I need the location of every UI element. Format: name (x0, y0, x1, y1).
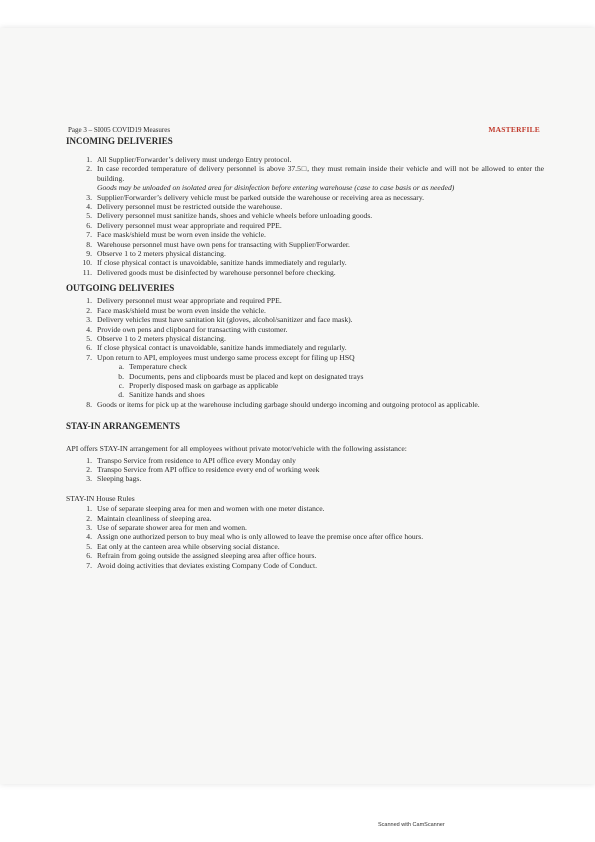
list-item: 4. Delivery personnel must be restricted outside the warehouse. (86, 202, 283, 212)
list-item: 8. Warehouse personnel must have own pens for transacting with Supplier/Forwarder. (86, 239, 350, 249)
list-item: 5. Observe 1 to 2 meters physical distancing. (86, 333, 226, 343)
incoming-list (66, 155, 544, 277)
outgoing-list (66, 296, 544, 409)
list-item: 1. Use of separate sleeping area for men and women with one meter distance. (86, 504, 325, 514)
stayin-list (66, 456, 544, 484)
list-item: 7. Upon return to API, employees must undergo same process except for filing up HSQ (86, 352, 355, 362)
list-item: 7. Face mask/shield must be worn even inside the vehicle. (86, 230, 266, 240)
document-body (66, 136, 544, 576)
list-item: 2. In case recorded temperature of delivery personnel is above 37.5□, they must remain inside their vehicle and will not be allowed to enter the building. Goods may be unloaded on isolated area for disinfection before entering warehouse (case to case basis or as needed) (86, 164, 544, 193)
list-item: 9. Observe 1 to 2 meters physical distancing. (86, 249, 226, 259)
house-rules-list (66, 504, 544, 570)
sub-list-item: c. Properly disposed mask on garbage as applicable (118, 380, 279, 390)
italic-note: Goods may be unloaded on isolated area for disinfection before entering warehouse (case to case basis or as needed) (97, 183, 455, 193)
list-item: 1. All Supplier/Forwarder’s delivery must undergo Entry protocol. (86, 155, 292, 164)
sub-list-item: a. Temperature check (118, 362, 187, 372)
stayin-intro: API offers STAY-IN arrangement for all employees without private motor/vehicle with the following assistance: (66, 444, 407, 454)
house-rules-title: STAY-IN House Rules (66, 493, 135, 503)
list-item: 1. Delivery personnel must wear appropriate and required PPE. (86, 296, 282, 306)
list-item: 3. Delivery vehicles must have sanitation kit (gloves, alcohol/sanitizer and face mask). (86, 315, 353, 325)
list-item: 3. Supplier/Forwarder’s delivery vehicle must be parked outside the warehouse or receiving area as necessary. (86, 192, 425, 202)
header-masterfile: MASTERFILE (488, 125, 540, 134)
incoming-heading: INCOMING DELIVERIES (66, 136, 173, 146)
list-item: 8. Goods or items for pick up at the warehouse including garbage should undergo incoming and outgoing protocol as applicable. (86, 399, 480, 409)
list-item: 5. Eat only at the canteen area while observing social distance. (86, 541, 280, 551)
list-item: 6. Refrain from going outside the assigned sleeping area after office hours. (86, 551, 317, 561)
list-item: 2. Face mask/shield must be worn even inside the vehicle. (86, 305, 266, 315)
stayin-heading: STAY-IN ARRANGEMENTS (66, 421, 180, 432)
outgoing-section (66, 283, 544, 409)
scanner-watermark: Scanned with CamScanner (378, 822, 445, 828)
sub-list-item: b. Documents, pens and clipboards must be placed and kept on designated trays (118, 371, 364, 381)
list-item: 2. Transpo Service from API office to residence every end of working week (86, 464, 320, 474)
list-item: 5. Delivery personnel must sanitize hands, shoes and vehicle wheels before unloading goods. (86, 211, 373, 221)
list-item: 6. Delivery personnel must wear appropriate and required PPE. (86, 220, 282, 230)
list-item: 2. Maintain cleanliness of sleeping area. (86, 513, 212, 523)
stayin-section (66, 421, 544, 570)
list-item: 4. Provide own pens and clipboard for transacting with customer. (86, 324, 288, 334)
sub-list-item: d. Sanitize hands and shoes (118, 390, 205, 400)
list-item: 11. Delivered goods must be disinfected by warehouse personnel before checking. (82, 267, 336, 277)
list-item: 7. Avoid doing activities that deviates existing Company Code of Conduct. (86, 560, 318, 570)
header-page-label: Page 3 – SI005 COVID19 Measures (68, 126, 171, 134)
list-item: 4. Assign one authorized person to buy meal who is only allowed to leave the premise once after office hours. (86, 532, 424, 542)
outgoing-heading: OUTGOING DELIVERIES (66, 283, 175, 294)
list-item: 1. Transpo Service from residence to API office every Monday only (86, 455, 296, 465)
incoming-section (66, 136, 544, 277)
list-item: 3. Sleeping bags. (86, 474, 142, 484)
list-item: 3. Use of separate shower area for men and women. (86, 523, 247, 532)
list-item: 10. If close physical contact is unavoidable, sanitize hands immediately and regularly. (82, 258, 347, 268)
list-item: 6. If close physical contact is unavoidable, sanitize hands immediately and regularly. (86, 343, 347, 353)
page-header (68, 125, 540, 134)
